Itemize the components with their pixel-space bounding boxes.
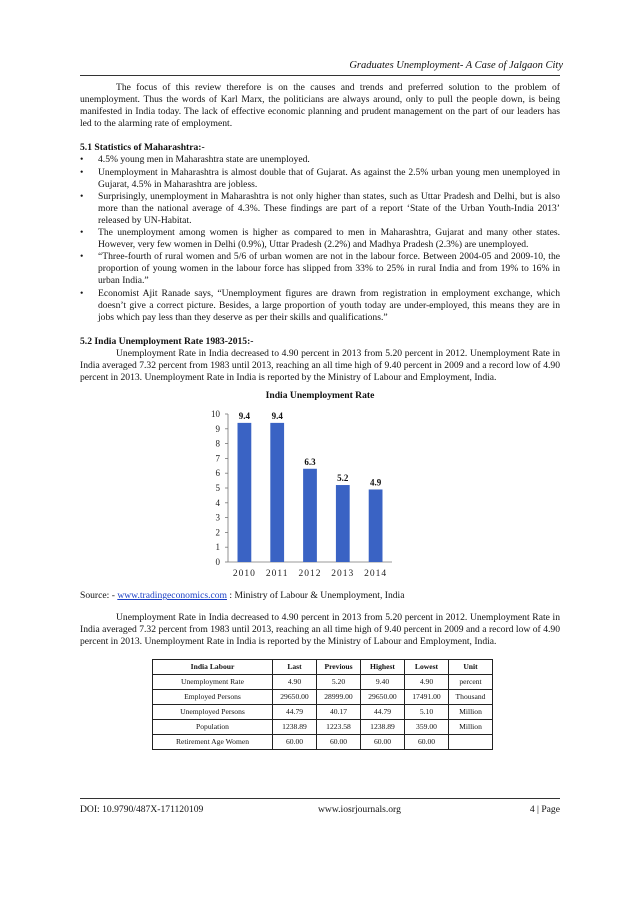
list-item bbox=[80, 288, 560, 324]
table-cell: Retirement Age Women bbox=[153, 735, 273, 750]
y-tick-label: 5 bbox=[215, 483, 220, 494]
footer-site: www.iosrjournals.org bbox=[318, 804, 401, 815]
chart-title: India Unemployment Rate bbox=[265, 390, 375, 402]
table-header-row bbox=[153, 659, 493, 674]
y-tick-label: 3 bbox=[215, 512, 220, 523]
list-item-text: 4.5% young men in Maharashtra state are unemployed. bbox=[98, 154, 310, 166]
table-cell: 44.79 bbox=[273, 704, 317, 719]
table-cell: Million bbox=[449, 704, 493, 719]
table-header-cell: Last bbox=[273, 659, 317, 674]
table-cell bbox=[449, 735, 493, 750]
table-header-cell: Highest bbox=[361, 659, 405, 674]
table-cell: 60.00 bbox=[405, 735, 449, 750]
source-suffix: : Ministry of Labour & Unemployment, India bbox=[227, 590, 405, 602]
bullet-icon: • bbox=[80, 190, 84, 202]
table-cell: 17491.00 bbox=[405, 689, 449, 704]
table-cell: Employed Persons bbox=[153, 689, 273, 704]
header-rule bbox=[80, 75, 560, 76]
table-cell: 4.90 bbox=[405, 674, 449, 689]
bar-2014 bbox=[369, 490, 383, 563]
table-cell: 60.00 bbox=[273, 735, 317, 750]
running-header: Graduates Unemployment- A Case of Jalgaon City bbox=[349, 60, 563, 71]
list-item-text: “Three-fourth of rural women and 5/6 of urban women are not in the labour force. Between 2004-05 and 2009-10, the proportion of young women in the labour force has slipped from 33% to 25% in rural India and from 19% to 16% in urban India.” bbox=[98, 251, 560, 287]
list-item-text: Surprisingly, unemployment in Maharashtra is not only higher than states, such as Uttar Pradesh and Delhi, but is also more than the national average of 4.3%. These findings are part of a report ‘State of the Urban Youth-India 2013’ released by UN-Habitat. bbox=[98, 190, 560, 226]
summary-paragraph: Unemployment Rate in India decreased to 4.90 percent in 2013 from 5.20 percent in 2012. Unemployment Rate in India averaged 7.32 percent from 1983 until 2013, reaching an all time high of 9.40 percent in 2009 and a record low of 4.90 percent in 2013. Unemployment Rate in India is reported by the Ministry of Labour and Employment, India. bbox=[80, 612, 560, 648]
list-item bbox=[80, 251, 560, 287]
source-link[interactable]: www.tradingeconomics.com bbox=[117, 590, 227, 602]
table-header-cell: Unit bbox=[449, 659, 493, 674]
table-cell: 5.20 bbox=[317, 674, 361, 689]
y-tick-label: 8 bbox=[215, 438, 220, 449]
table-header-cell: Lowest bbox=[405, 659, 449, 674]
y-tick-label: 0 bbox=[215, 557, 220, 568]
table-row bbox=[153, 674, 493, 689]
x-tick-label: 2010 bbox=[232, 569, 256, 580]
table-cell: 60.00 bbox=[317, 735, 361, 750]
bar-2012 bbox=[303, 469, 317, 562]
list-item-text: Unemployment in Maharashtra is almost double that of Gujarat. As against the 2.5% urban young men unemployed in Gujarat, 4.5% in Maharashtra are jobless. bbox=[98, 166, 560, 190]
table-cell: 4.90 bbox=[273, 674, 317, 689]
table-cell: Thousand bbox=[449, 689, 493, 704]
table-header-cell: India Labour bbox=[153, 659, 273, 674]
bullet-icon: • bbox=[80, 251, 84, 263]
bullet-icon: • bbox=[80, 166, 84, 178]
y-tick-label: 4 bbox=[215, 497, 220, 508]
labour-table bbox=[152, 659, 493, 751]
bar-2013 bbox=[336, 485, 350, 562]
table-cell: 29650.00 bbox=[361, 689, 405, 704]
footer-doi: DOI: 10.9790/487X-171120109 bbox=[80, 804, 204, 815]
footer-rule bbox=[80, 798, 560, 799]
unemployment-bar-chart bbox=[200, 404, 400, 584]
table-cell: 359.00 bbox=[405, 719, 449, 734]
table-cell: 40.17 bbox=[317, 704, 361, 719]
x-tick-label: 2014 bbox=[364, 569, 388, 580]
table-cell: 1238.89 bbox=[273, 719, 317, 734]
bullet-icon: • bbox=[80, 154, 84, 166]
table-header-cell: Previous bbox=[317, 659, 361, 674]
table-cell: 5.10 bbox=[405, 704, 449, 719]
table-cell: percent bbox=[449, 674, 493, 689]
x-tick-label: 2011 bbox=[265, 569, 289, 580]
list-item bbox=[80, 191, 560, 227]
bullet-icon: • bbox=[80, 227, 84, 239]
bar-data-label: 4.9 bbox=[369, 477, 382, 488]
y-tick-label: 6 bbox=[215, 468, 220, 479]
table-row bbox=[153, 735, 493, 750]
table-cell: 29650.00 bbox=[273, 689, 317, 704]
list-item-text: The unemployment among women is higher as compared to men in Maharashtra, Gujarat and many other states. However, very few women in Delhi (0.9%), Uttar Pradesh (2.2%) and Madhya Pradesh (2.3%) are unemployed. bbox=[98, 227, 560, 251]
bar-2010 bbox=[238, 423, 252, 562]
y-tick-label: 7 bbox=[215, 453, 220, 464]
table-cell: Unemployed Persons bbox=[153, 704, 273, 719]
table-cell: 9.40 bbox=[361, 674, 405, 689]
list-item bbox=[80, 227, 560, 251]
bar-data-label: 9.4 bbox=[238, 411, 251, 422]
section-heading-5-2: 5.2 India Unemployment Rate 1983-2015:- bbox=[80, 335, 254, 347]
statistics-list bbox=[80, 154, 560, 323]
table-cell: Unemployment Rate bbox=[153, 674, 273, 689]
bar-data-label: 6.3 bbox=[304, 456, 316, 467]
source-line bbox=[80, 590, 560, 602]
table-cell: Population bbox=[153, 719, 273, 734]
bullet-icon: • bbox=[80, 287, 84, 299]
table-cell: 44.79 bbox=[361, 704, 405, 719]
source-prefix: Source: - bbox=[80, 590, 118, 602]
list-item bbox=[80, 167, 560, 191]
table-cell: Million bbox=[449, 719, 493, 734]
table-cell: 60.00 bbox=[361, 735, 405, 750]
table-row bbox=[153, 719, 493, 734]
list-item bbox=[80, 154, 560, 166]
y-tick-label: 10 bbox=[211, 409, 220, 420]
y-tick-label: 1 bbox=[215, 542, 220, 553]
section-2-paragraph: Unemployment Rate in India decreased to 4.90 percent in 2013 from 5.20 percent in 2012. Unemployment Rate in India averaged 7.32 percent from 1983 until 2013, reaching an all time high of 9.40 percent in 2009 and a record low of 4.90 percent in 2013. Unemployment Rate in India is reported by the Ministry of Labour and Employment, India. bbox=[80, 347, 560, 384]
table-cell: 1223.58 bbox=[317, 719, 361, 734]
footer-page-number: 4 | Page bbox=[529, 804, 560, 815]
list-item-text: Economist Ajit Ranade says, “Unemployment figures are drawn from registration in employment exchange, which doesn’t give a correct picture. Besides, a large proportion of youth today are under-employed, this means they are in jobs which pay less than they deserve as per their skills and qualifications.” bbox=[98, 287, 560, 323]
y-tick-label: 9 bbox=[215, 423, 220, 434]
intro-paragraph: The focus of this review therefore is on the causes and trends and preferred solution to the problem of unemployment. Thus the words of Karl Marx, the politicians are always around, only to pull the people down, is being manifested in India today. The lack of effective economic planning and prudent management on the part of our leaders has led to the alarming rate of employment. bbox=[80, 82, 560, 130]
chart-container bbox=[80, 390, 560, 584]
table-row bbox=[153, 689, 493, 704]
content bbox=[80, 82, 560, 750]
x-tick-label: 2013 bbox=[331, 569, 355, 580]
table-row bbox=[153, 704, 493, 719]
x-tick-label: 2012 bbox=[298, 569, 322, 580]
y-tick-label: 2 bbox=[215, 527, 220, 538]
bar-data-label: 5.2 bbox=[337, 473, 349, 484]
bar-data-label: 9.4 bbox=[271, 411, 283, 422]
bar-2011 bbox=[270, 423, 284, 562]
table-cell: 28999.00 bbox=[317, 689, 361, 704]
table-cell: 1238.89 bbox=[361, 719, 405, 734]
section-heading-5-1: 5.1 Statistics of Maharashtra:- bbox=[80, 142, 205, 154]
